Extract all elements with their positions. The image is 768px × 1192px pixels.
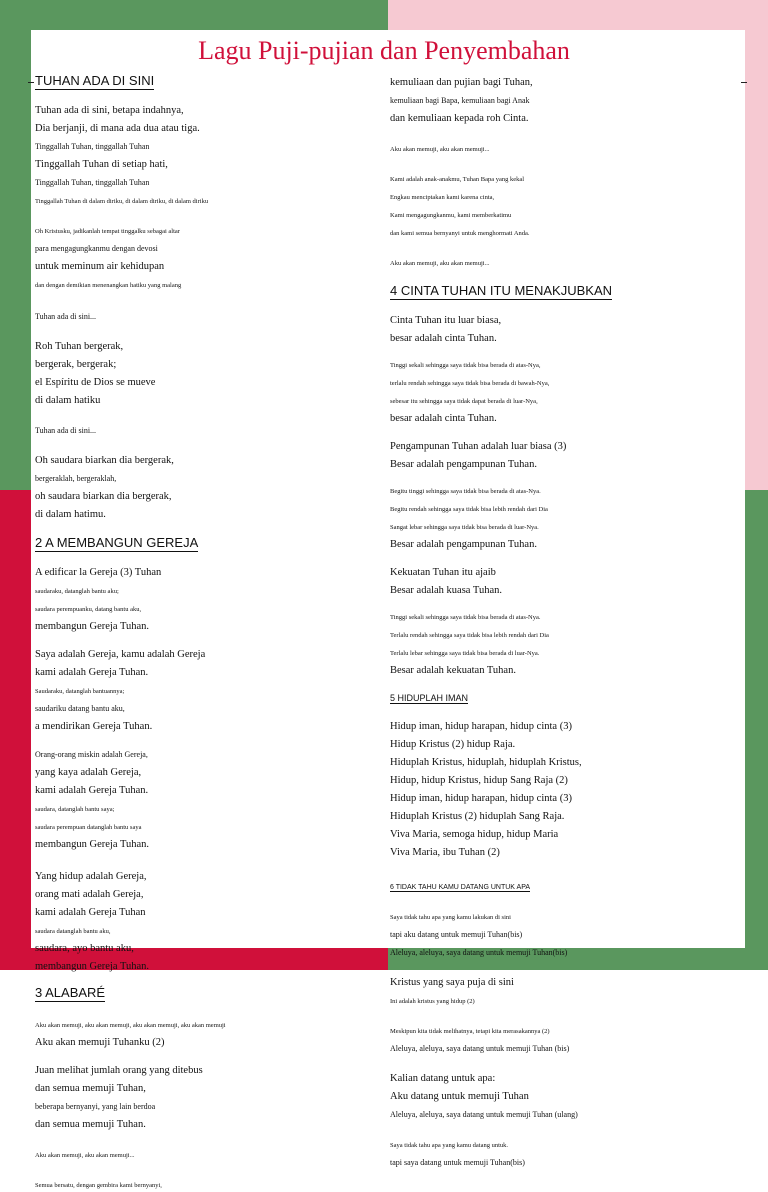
lyric-line: Besar adalah kuasa Tuhan. <box>390 585 502 596</box>
lyric-line: saudara perempuan datanglah bantu saya <box>35 824 142 831</box>
spacer <box>390 240 720 252</box>
song-heading: 4 CINTA TUHAN ITU MENAKJUBKAN <box>390 283 612 298</box>
lyric-line: a mendirikan Gereja Tuhan. <box>35 721 153 732</box>
lyric-line: Tuhan ada di sini... <box>35 426 97 435</box>
lyric-line: Kekuatan Tuhan itu ajaib <box>390 567 496 578</box>
lyric-line: kami adalah Gereja Tuhan. <box>35 785 149 796</box>
lyric-line: Viva Maria, semoga hidup, hidup Maria <box>390 829 559 840</box>
lyric-line: Kami adalah anak-anakmu, Tuhan Bapa yang kekal <box>390 176 525 183</box>
spacer <box>390 156 720 168</box>
lyric-line: membangun Gereja Tuhan. <box>35 839 150 850</box>
lyric-line: Tinggallah Tuhan, tinggallah Tuhan <box>35 142 150 151</box>
spacer <box>35 734 365 744</box>
lyric-line: besar adalah cinta Tuhan. <box>390 413 497 424</box>
spacer <box>390 1008 720 1020</box>
lyric-line: Hidup Kristus (2) hidup Raja. <box>390 739 516 750</box>
spacer <box>390 346 720 354</box>
lyric-line: Aku akan memuji, aku akan memuji... <box>390 146 490 153</box>
spacer <box>35 1162 365 1174</box>
spacer <box>390 472 720 480</box>
lyric-line: Aku akan memuji Tuhanku (2) <box>35 1037 165 1048</box>
spacer <box>35 438 365 450</box>
lyric-line: Besar adalah pengampunan Tuhan. <box>390 459 537 470</box>
spacer <box>35 634 365 644</box>
lyric-line: Engkau menciptakan kami karena cinta, <box>390 194 495 201</box>
left-column <box>35 72 365 1192</box>
spacer <box>35 208 365 220</box>
lyric-line: di dalam hatiku <box>35 395 101 406</box>
lyric-line: Oh Kristusku, jadikanlah tempat tinggalku sebagai altar <box>35 228 180 235</box>
lyric-line: Aleluya, aleluya, saya datang untuk memuji Tuhan (ulang) <box>390 1110 578 1119</box>
lyric-line: Tinggallah Tuhan di dalam diriku, di dalam diriku, di dalam diriku <box>35 198 209 205</box>
lyric-line: Tinggallah Tuhan, tinggallah Tuhan <box>35 178 150 187</box>
lyric-line: Begitu rendah sehingga saya tidak bisa lebih rendah dari Dia <box>390 506 548 513</box>
lyric-line: Terlalu lebar sehingga saya tidak bisa berada di luar-Nya. <box>390 650 540 657</box>
lyric-line: Roh Tuhan bergerak, <box>35 341 124 352</box>
lyric-line: Hidup iman, hidup harapan, hidup cinta (3) <box>390 793 572 804</box>
song-heading: 3 ALABARÉ <box>35 985 106 1000</box>
spacer <box>35 522 365 534</box>
lyric-line: besar adalah cinta Tuhan. <box>390 333 497 344</box>
lyric-line: para mengagungkanmu dengan devosi <box>35 244 158 253</box>
lyric-line: beberapa bernyanyi, yang lain berdoa <box>35 1102 156 1111</box>
lyric-line: orang mati adalah Gereja, <box>35 889 144 900</box>
lyric-line: untuk meminum air kehidupan <box>35 261 165 272</box>
lyric-line: Aku akan memuji, aku akan memuji, aku akan memuji, aku akan memuji <box>35 1022 226 1029</box>
lyric-line: Kalian datang untuk apa: <box>390 1073 496 1084</box>
spacer <box>390 426 720 436</box>
spacer <box>390 706 720 716</box>
lyric-line: Cinta Tuhan itu luar biasa, <box>390 315 502 326</box>
lyric-line: yang kaya adalah Gereja, <box>35 767 142 778</box>
lyric-line: bergeraklah, bergeraklah, <box>35 474 117 483</box>
lyric-line: sebesar itu sehingga saya tidak dapat berada di luar-Nya, <box>390 398 538 405</box>
lyric-line: saudara datanglah bantu aku, <box>35 928 111 935</box>
spacer <box>35 408 365 420</box>
lyric-line: Sangat lebar sehingga saya tidak bisa berada di luar-Nya. <box>390 524 539 531</box>
spacer <box>390 1056 720 1068</box>
spacer <box>35 552 365 562</box>
spacer <box>35 324 365 336</box>
lyric-line: oh saudara biarkan dia bergerak, <box>35 491 172 502</box>
lyric-line: Aku akan memuji, aku akan memuji... <box>35 1152 135 1159</box>
lyric-line: membangun Gereja Tuhan. <box>35 621 150 632</box>
lyric-line: saudaraku, datanglah bantu aku; <box>35 588 119 595</box>
lyric-line: Tinggi sekali sehingga saya tidak bisa berada di atas-Nya. <box>390 614 541 621</box>
lyric-line: Tinggi sekali sehingga saya tidak bisa berada di atas-Nya, <box>390 362 541 369</box>
lyric-line: Viva Maria, ibu Tuhan (2) <box>390 847 500 858</box>
lyric-line: Begitu tinggi sehingga saya tidak bisa berada di atas-Nya. <box>390 488 541 495</box>
song-heading: 2 A MEMBANGUN GEREJA <box>35 535 199 550</box>
lyric-line: membangun Gereja Tuhan. <box>35 961 150 972</box>
spacer <box>390 300 720 310</box>
lyric-line: kemuliaan bagi Bapa, kemuliaan bagi Anak <box>390 96 530 105</box>
lyric-line: Pengampunan Tuhan adalah luar biasa (3) <box>390 441 567 452</box>
spacer <box>35 292 365 306</box>
spacer <box>390 598 720 606</box>
spacer <box>390 678 720 688</box>
spacer <box>390 270 720 282</box>
page-title: Lagu Puji-pujian dan Penyembahan <box>198 36 570 65</box>
right-column <box>390 72 720 1170</box>
lyric-line: kemuliaan dan pujian bagi Tuhan, <box>390 77 533 88</box>
song-heading: TUHAN ADA DI SINI <box>35 73 155 88</box>
lyric-line: Aleluya, aleluya, saya datang untuk memuji Tuhan (bis) <box>390 1044 570 1053</box>
spacer <box>35 974 365 984</box>
song-heading: 6 TIDAK TAHU KAMU DATANG UNTUK APA <box>390 884 531 891</box>
lyric-line: A edificar la Gereja (3) Tuhan <box>35 567 162 578</box>
lyric-line: Ini adalah kristus yang hidup (2) <box>390 998 475 1005</box>
spacer <box>390 960 720 972</box>
spacer <box>35 852 365 866</box>
lyric-line: saudariku datang bantu aku, <box>35 704 125 713</box>
lyric-line: Saudaraku, datanglah bantuannya; <box>35 688 125 695</box>
lyric-line: Hiduplah Kristus, hiduplah, hiduplah Kristus, <box>390 757 582 768</box>
song-heading: 5 HIDUPLAH IMAN <box>390 693 469 703</box>
lyric-line: kami adalah Gereja Tuhan <box>35 907 146 918</box>
spacer <box>35 90 365 100</box>
lyric-line: kami adalah Gereja Tuhan. <box>35 667 149 678</box>
lyric-line: Terlalu rendah sehingga saya tidak bisa lebih rendah dari Dia <box>390 632 549 639</box>
lyric-line: Juan melihat jumlah orang yang ditebus <box>35 1065 203 1076</box>
lyric-line: Orang-orang miskin adalah Gereja, <box>35 750 148 759</box>
spacer <box>390 860 720 876</box>
lyric-line: Kami mengagungkanmu, kami memberkatimu <box>390 212 512 219</box>
spacer <box>35 1002 365 1014</box>
right-dash <box>741 82 747 83</box>
lyric-line: Saya adalah Gereja, kamu adalah Gereja <box>35 649 206 660</box>
lyric-line: Kristus yang saya puja di sini <box>390 977 514 988</box>
lyric-line: dan semua memuji Tuhan. <box>35 1119 146 1130</box>
lyric-line: Aku akan memuji, aku akan memuji... <box>390 260 490 267</box>
spacer <box>390 1122 720 1134</box>
lyric-line: dan kami semua bernyanyi untuk menghormati Anda. <box>390 230 530 237</box>
lyric-line: terlalu rendah sehingga saya tidak bisa berada di bawah-Nya, <box>390 380 550 387</box>
lyric-line: Tinggallah Tuhan di setiap hati, <box>35 159 168 170</box>
lyric-line: tapi saya datang untuk memuji Tuhan(bis) <box>390 1158 525 1167</box>
lyric-line: Tuhan ada di sini, betapa indahnya, <box>35 105 184 116</box>
lyric-line: Semua bersatu, dengan gembira kami bernyanyi, <box>35 1182 162 1189</box>
lyric-line: Saya tidak tahu apa yang kamu lakukan di sini <box>390 914 511 921</box>
lyric-line: dan kemuliaan kepada roh Cinta. <box>390 113 529 124</box>
lyric-line: Hidup iman, hidup harapan, hidup cinta (3) <box>390 721 572 732</box>
lyric-line: Hidup, hidup Kristus, hidup Sang Raja (2) <box>390 775 568 786</box>
lyric-line: Saya tidak tahu apa yang kamu datang untuk. <box>390 1142 509 1149</box>
lyric-line: dan semua memuji Tuhan, <box>35 1083 146 1094</box>
lyric-line: Aleluya, aleluya, saya datang untuk memuji Tuhan(bis) <box>390 948 568 957</box>
lyric-line: bergerak, bergerak; <box>35 359 117 370</box>
lyric-line: Besar adalah kekuatan Tuhan. <box>390 665 516 676</box>
lyric-line: Hiduplah Kristus (2) hiduplah Sang Raja. <box>390 811 565 822</box>
lyric-line: Dia berjanji, di mana ada dua atau tiga. <box>35 123 200 134</box>
spacer <box>390 894 720 906</box>
lyric-line: saudara, ayo bantu aku, <box>35 943 134 954</box>
left-dash <box>28 82 34 83</box>
lyric-line: Yang hidup adalah Gereja, <box>35 871 147 882</box>
spacer <box>35 1132 365 1144</box>
lyric-line: Besar adalah pengampunan Tuhan. <box>390 539 537 550</box>
lyric-line: saudara perempuanku, datang bantu aku, <box>35 606 142 613</box>
lyric-line: Meskipun kita tidak melihatnya, tetapi kita merasakannya (2) <box>390 1028 550 1035</box>
spacer <box>35 1050 365 1060</box>
lyric-line: Aku datang untuk memuji Tuhan <box>390 1091 529 1102</box>
lyric-line: Oh saudara biarkan dia bergerak, <box>35 455 174 466</box>
lyric-line: el Espíritu de Dios se mueve <box>35 377 156 388</box>
spacer <box>390 126 720 138</box>
lyric-line: Tuhan ada di sini... <box>35 312 97 321</box>
lyric-line: di dalam hatimu. <box>35 509 106 520</box>
lyric-line: dan dengan demikian menenangkan hatiku yang malang <box>35 282 182 289</box>
lyric-line: saudara, datanglah bantu saya; <box>35 806 115 813</box>
spacer <box>390 552 720 562</box>
lyric-line: tapi aku datang untuk memuji Tuhan(bis) <box>390 930 523 939</box>
